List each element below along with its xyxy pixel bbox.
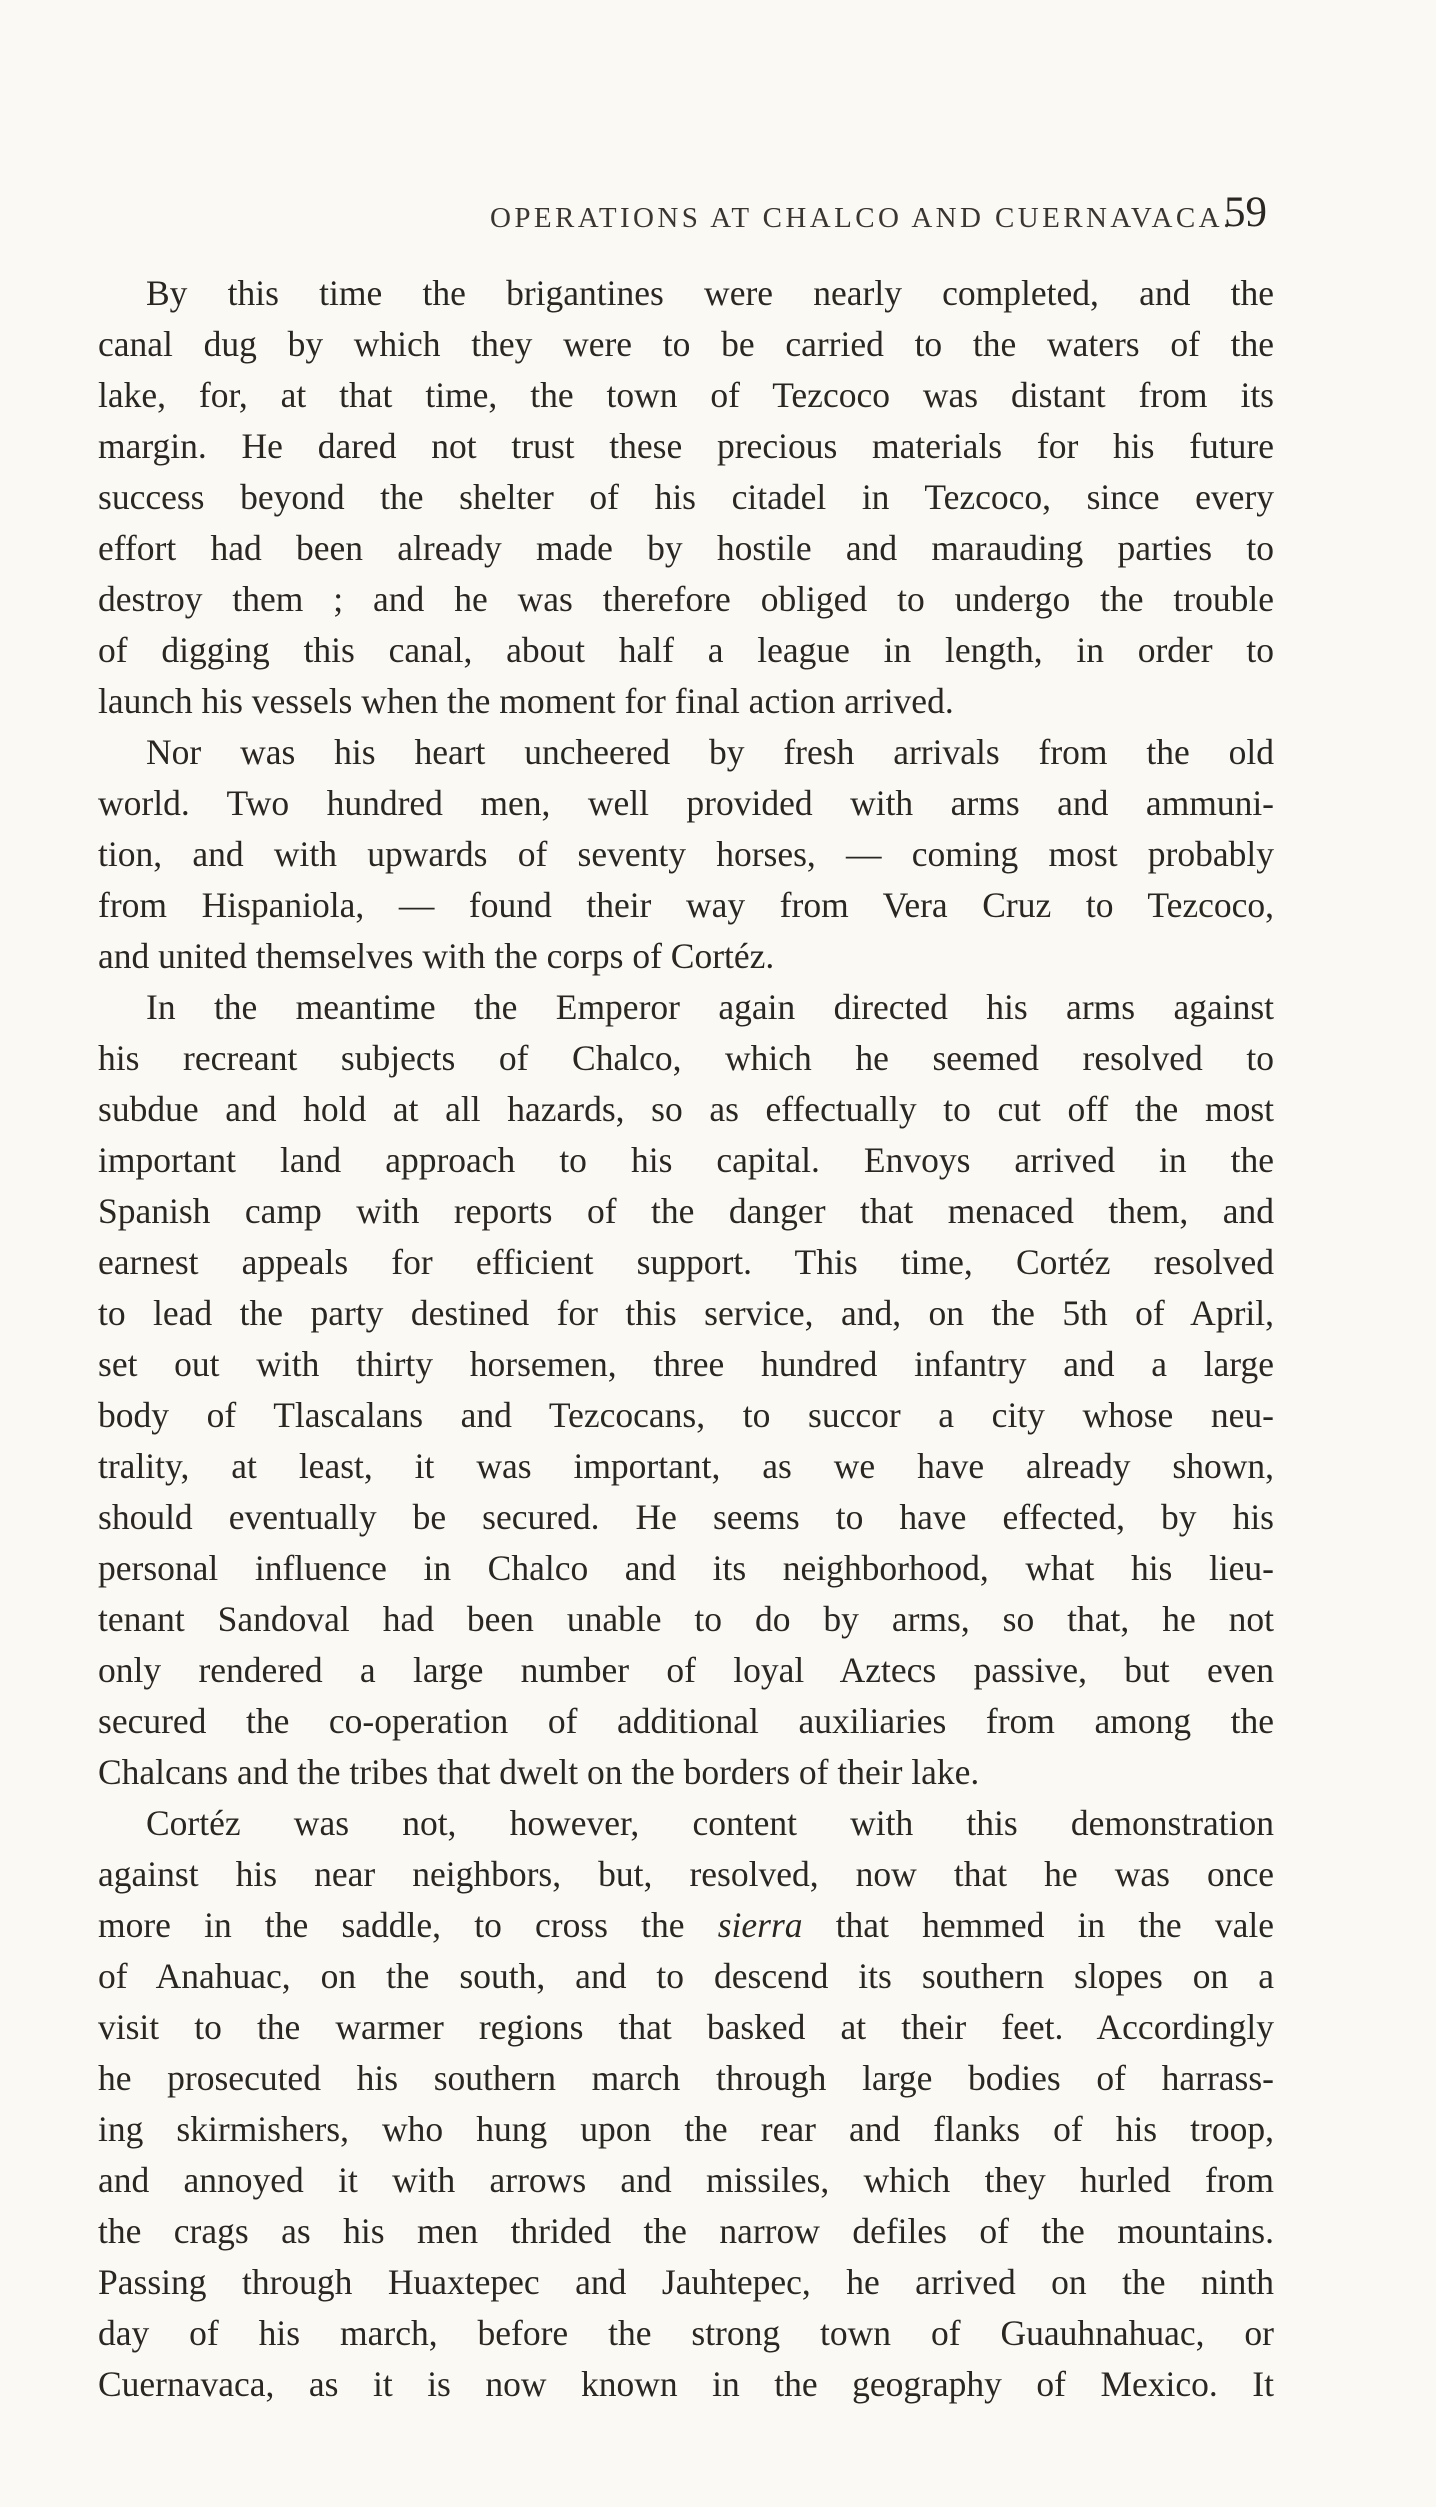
running-title: OPERATIONS AT CHALCO AND CUERNAVACA. xyxy=(490,202,1234,234)
text-line: Spanish camp with reports of the danger that menaced them, and xyxy=(98,1191,1274,1231)
text-line: he prosecuted his southern march through large bodies of harrass- xyxy=(98,2058,1274,2098)
text-line: of Anahuac, on the south, and to descend its southern slopes on a xyxy=(98,1956,1274,1996)
text-line: against his near neighbors, but, resolved, now that he was once xyxy=(98,1854,1274,1894)
text-line: visit to the warmer regions that basked at their feet. Accordingly xyxy=(98,2007,1274,2047)
running-head xyxy=(152,188,1267,238)
text-line: launch his vessels when the moment for final action arrived. xyxy=(98,681,954,721)
text-line: set out with thirty horsemen, three hundred infantry and a large xyxy=(98,1344,1274,1384)
text-line: By this time the brigantines were nearly completed, and the xyxy=(146,273,1274,313)
text-line: and united themselves with the corps of Cortéz. xyxy=(98,936,775,976)
italic-word: sierra xyxy=(717,1905,803,1945)
text-line: personal influence in Chalco and its neighborhood, what his lieu- xyxy=(98,1548,1274,1588)
text-line: important land approach to his capital. Envoys arrived in the xyxy=(98,1140,1274,1180)
text-line: effort had been already made by hostile and marauding parties to xyxy=(98,528,1274,568)
text-line: margin. He dared not trust these precious materials for his future xyxy=(98,426,1274,466)
text-fragment: more in the saddle, to cross the xyxy=(98,1905,718,1945)
text-line: Nor was his heart uncheered by fresh arrivals from the old xyxy=(146,732,1274,772)
text-line: Cuernavaca, as it is now known in the geography of Mexico. It xyxy=(98,2364,1274,2404)
text-line: from Hispaniola, — found their way from Vera Cruz to Tezcoco, xyxy=(98,885,1274,925)
text-line: Passing through Huaxtepec and Jauhtepec, he arrived on the ninth xyxy=(98,2262,1274,2302)
text-line: body of Tlascalans and Tezcocans, to succor a city whose neu- xyxy=(98,1395,1274,1435)
text-line: his recreant subjects of Chalco, which he seemed resolved to xyxy=(98,1038,1274,1078)
text-line: canal dug by which they were to be carried to the waters of the xyxy=(98,324,1274,364)
text-line: subdue and hold at all hazards, so as effectually to cut off the most xyxy=(98,1089,1274,1129)
text-line: world. Two hundred men, well provided with arms and ammuni- xyxy=(98,783,1274,823)
text-line: destroy them ; and he was therefore obliged to undergo the trouble xyxy=(98,579,1274,619)
text-line: secured the co-operation of additional auxiliaries from among the xyxy=(98,1701,1274,1741)
text-line: of digging this canal, about half a league in length, in order to xyxy=(98,630,1274,670)
text-line: lake, for, at that time, the town of Tezcoco was distant from its xyxy=(98,375,1274,415)
text-line: tion, and with upwards of seventy horses, — coming most probably xyxy=(98,834,1274,874)
page-number: 59 xyxy=(1224,189,1267,236)
text-fragment: that hemmed in the vale xyxy=(802,1905,1274,1945)
text-line: should eventually be secured. He seems to have effected, by his xyxy=(98,1497,1274,1537)
text-line: success beyond the shelter of his citadel in Tezcoco, since every xyxy=(98,477,1274,517)
text-line-with-italic xyxy=(98,1900,1274,1951)
text-line: trality, at least, it was important, as we have already shown, xyxy=(98,1446,1274,1486)
text-line: and annoyed it with arrows and missiles, which they hurled from xyxy=(98,2160,1274,2200)
text-line: Cortéz was not, however, content with this demonstration xyxy=(146,1803,1274,1843)
text-line: earnest appeals for efficient support. This time, Cortéz resolved xyxy=(98,1242,1274,1282)
text-line: day of his march, before the strong town of Guauhnahuac, or xyxy=(98,2313,1274,2353)
text-line: Chalcans and the tribes that dwelt on the borders of their lake. xyxy=(98,1752,980,1792)
text-line: to lead the party destined for this service, and, on the 5th of April, xyxy=(98,1293,1274,1333)
text-line: ing skirmishers, who hung upon the rear and flanks of his troop, xyxy=(98,2109,1274,2149)
text-line: the crags as his men thrided the narrow defiles of the mountains. xyxy=(98,2211,1274,2251)
body-text xyxy=(98,268,1274,2410)
text-line: tenant Sandoval had been unable to do by arms, so that, he not xyxy=(98,1599,1274,1639)
text-line: only rendered a large number of loyal Aztecs passive, but even xyxy=(98,1650,1274,1690)
text-line: In the meantime the Emperor again directed his arms against xyxy=(146,987,1274,1027)
